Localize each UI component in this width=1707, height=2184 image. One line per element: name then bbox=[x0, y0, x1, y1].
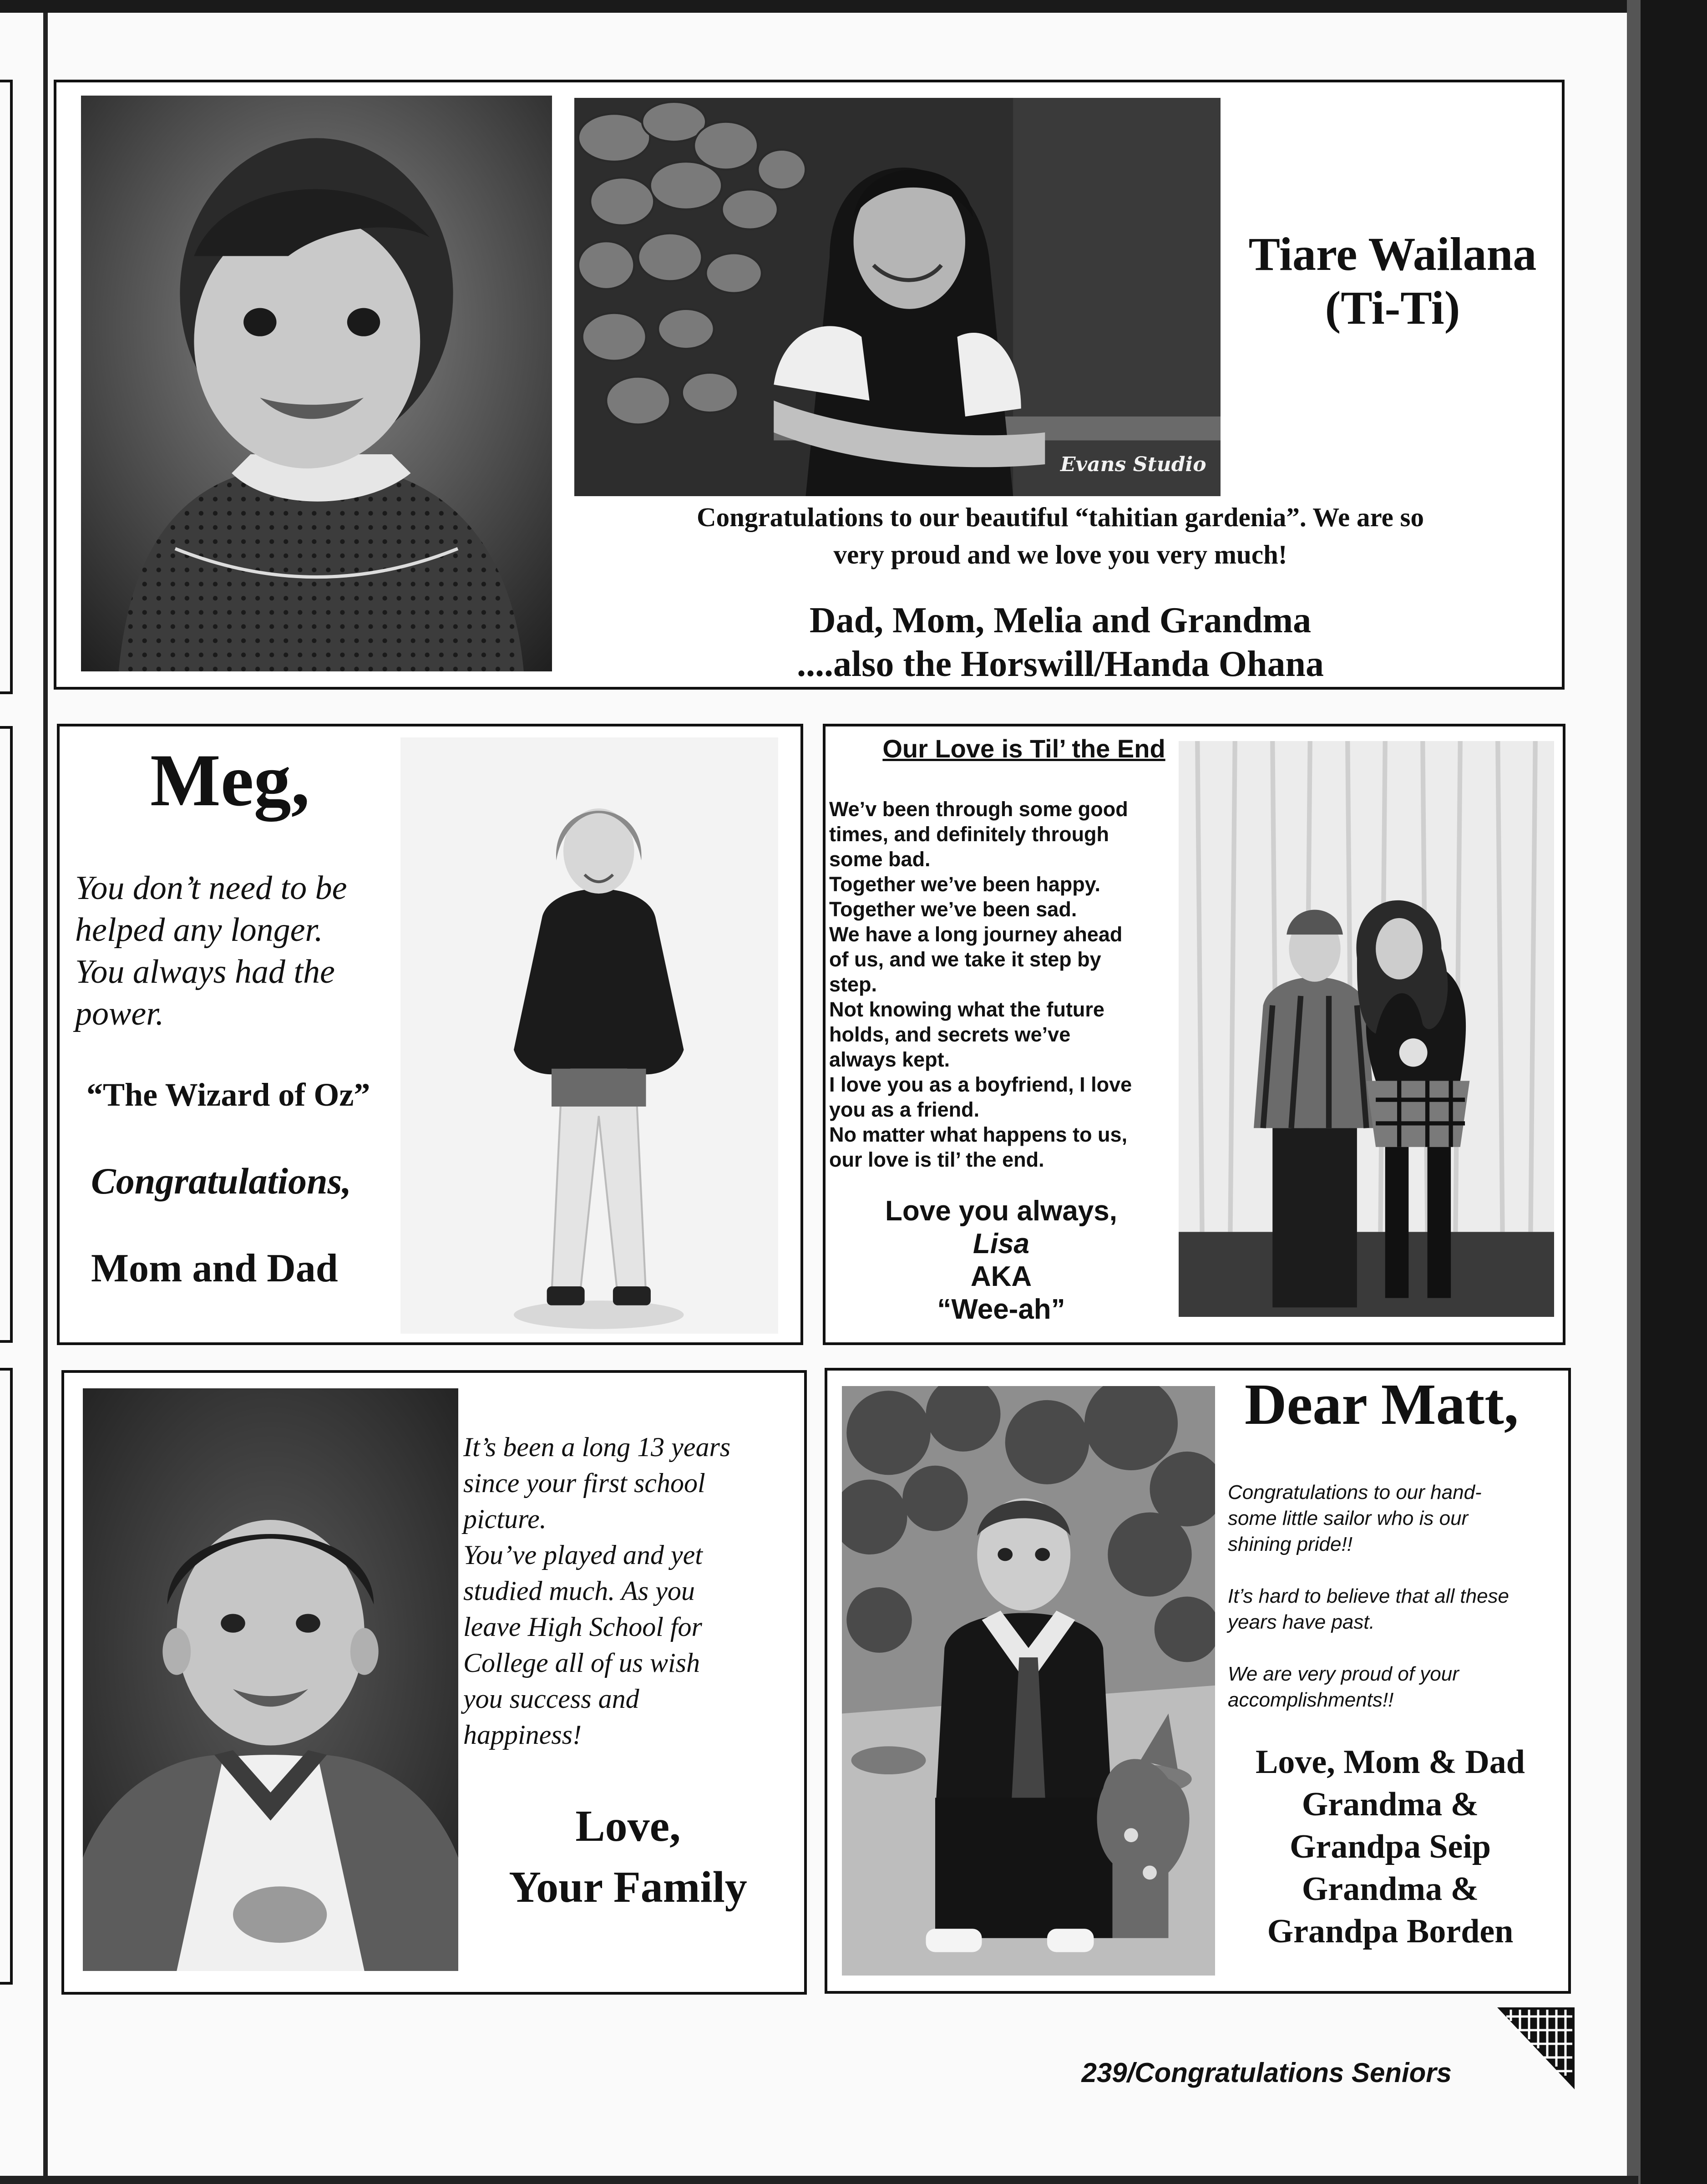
bottom-edge bbox=[0, 2176, 1638, 2184]
poem-line: times, and definitely through bbox=[829, 823, 1109, 846]
baby-photo-tiare bbox=[81, 96, 552, 671]
poem-line: always kept. bbox=[829, 1048, 950, 1071]
message-line: happiness! bbox=[463, 1720, 582, 1750]
name-line: Tiare Wailana bbox=[1248, 228, 1537, 280]
message-line: It’s been a long 13 years bbox=[463, 1432, 731, 1462]
closing-lisa bbox=[846, 1195, 1156, 1326]
quote-line: You always had the bbox=[75, 953, 335, 990]
quote-source-meg: “The Wizard of Oz” bbox=[86, 1077, 370, 1113]
nickname-line: (Ti-Ti) bbox=[1325, 282, 1460, 334]
quote-line: You don’t need to be bbox=[75, 869, 347, 907]
studio-watermark: Evans Studio bbox=[1060, 453, 1206, 476]
poem-line: Not knowing what the future bbox=[829, 998, 1104, 1021]
boy-photo bbox=[83, 1388, 458, 1971]
quote-meg bbox=[75, 867, 403, 1035]
senior-photo-meg bbox=[400, 737, 778, 1334]
from-line: Grandpa Seip bbox=[1289, 1828, 1491, 1865]
message-line: picture. bbox=[463, 1504, 547, 1534]
facing-page-bracket bbox=[0, 726, 13, 1343]
message-line: You’ve played and yet bbox=[463, 1540, 703, 1570]
poem-line: We have a long journey ahead bbox=[829, 923, 1123, 946]
from-line: ....also the Horswill/Handa Ohana bbox=[797, 644, 1324, 684]
poem-line: of us, and we take it step by bbox=[829, 948, 1101, 971]
binding-highlight bbox=[1627, 0, 1641, 2184]
binding-edge bbox=[1638, 0, 1707, 2184]
top-edge bbox=[0, 0, 1707, 13]
poem-line: We’v been through some good bbox=[829, 797, 1128, 821]
aka-line: AKA bbox=[970, 1261, 1032, 1292]
closing-family bbox=[469, 1796, 787, 1918]
congrats-meg: Congratulations, bbox=[91, 1160, 351, 1202]
corner-pattern-icon bbox=[1497, 2007, 1575, 2089]
couple-photo bbox=[1179, 741, 1554, 1317]
senior-photo-tiare bbox=[574, 98, 1221, 496]
closing-line: Your Family bbox=[509, 1863, 747, 1912]
photo-date-stamp bbox=[1180, 1197, 1198, 1311]
from-line: Dad, Mom, Melia and Grandma bbox=[809, 600, 1312, 640]
message-line: We are very proud of your bbox=[1228, 1663, 1459, 1685]
message-line: shining pride!! bbox=[1228, 1533, 1352, 1555]
from-tiare bbox=[573, 599, 1547, 686]
poem-line: our love is til’ the end. bbox=[829, 1148, 1044, 1171]
message-line: studied much. As you bbox=[463, 1576, 695, 1606]
message-line: since your first school bbox=[463, 1468, 705, 1498]
greeting-meg: Meg, bbox=[150, 739, 310, 822]
poem-line: I love you as a boyfriend, I love bbox=[829, 1073, 1132, 1096]
message-line: Congratulations to our beautiful “tahitian gardenia”. We are so bbox=[696, 502, 1424, 532]
message-line: leave High School for bbox=[463, 1612, 702, 1642]
closing-line: Love you always, bbox=[885, 1195, 1117, 1227]
from-matt bbox=[1224, 1741, 1556, 1953]
poem-line: No matter what happens to us, bbox=[829, 1123, 1128, 1146]
from-line: Grandma & bbox=[1302, 1870, 1479, 1908]
from-line: Grandpa Borden bbox=[1267, 1913, 1514, 1950]
sailor-photo bbox=[842, 1386, 1215, 1976]
from-line: Love, Mom & Dad bbox=[1256, 1743, 1525, 1781]
facing-page-bracket bbox=[0, 1368, 13, 1985]
left-edge bbox=[43, 13, 48, 2179]
message-line: you success and bbox=[463, 1684, 639, 1714]
message-line: accomplishments!! bbox=[1228, 1689, 1394, 1711]
message-line: Congratulations to our hand- bbox=[1228, 1481, 1482, 1503]
closing-line: Love, bbox=[575, 1802, 681, 1851]
message-tiare bbox=[573, 498, 1547, 573]
quote-line: helped any longer. bbox=[75, 911, 323, 949]
poem-lisa bbox=[829, 797, 1175, 1172]
signature: Lisa bbox=[973, 1228, 1030, 1260]
quote-line: power. bbox=[75, 995, 164, 1032]
nickname-line: “Wee-ah” bbox=[937, 1294, 1065, 1325]
facing-page-bracket bbox=[0, 80, 13, 694]
from-line: Grandma & bbox=[1302, 1786, 1479, 1823]
poem-line: holds, and secrets we’ve bbox=[829, 1023, 1071, 1046]
page-footer: 239/Congratulations Seniors bbox=[1081, 2057, 1452, 2088]
spacer bbox=[1228, 1557, 1555, 1583]
message-line: It’s hard to believe that all these bbox=[1228, 1585, 1509, 1607]
poem-title: Our Love is Til’ the End bbox=[882, 734, 1165, 763]
from-meg: Mom and Dad bbox=[91, 1246, 338, 1290]
message-line: years have past. bbox=[1228, 1611, 1375, 1633]
poem-line: some bad. bbox=[829, 848, 931, 871]
greeting-matt: Dear Matt, bbox=[1245, 1372, 1519, 1437]
poem-line: Together we’ve been happy. bbox=[829, 873, 1100, 896]
message-line: College all of us wish bbox=[463, 1648, 700, 1678]
poem-line: you as a friend. bbox=[829, 1098, 980, 1121]
spacer bbox=[1228, 1635, 1555, 1661]
message-line: very proud and we love you very much! bbox=[833, 539, 1287, 569]
senior-name-tiare bbox=[1229, 228, 1556, 335]
message-matt bbox=[1228, 1479, 1555, 1713]
message-line: some little sailor who is our bbox=[1228, 1507, 1469, 1529]
message-family bbox=[463, 1429, 800, 1753]
poem-line: Together we’ve been sad. bbox=[829, 898, 1077, 921]
poem-line: step. bbox=[829, 973, 877, 996]
